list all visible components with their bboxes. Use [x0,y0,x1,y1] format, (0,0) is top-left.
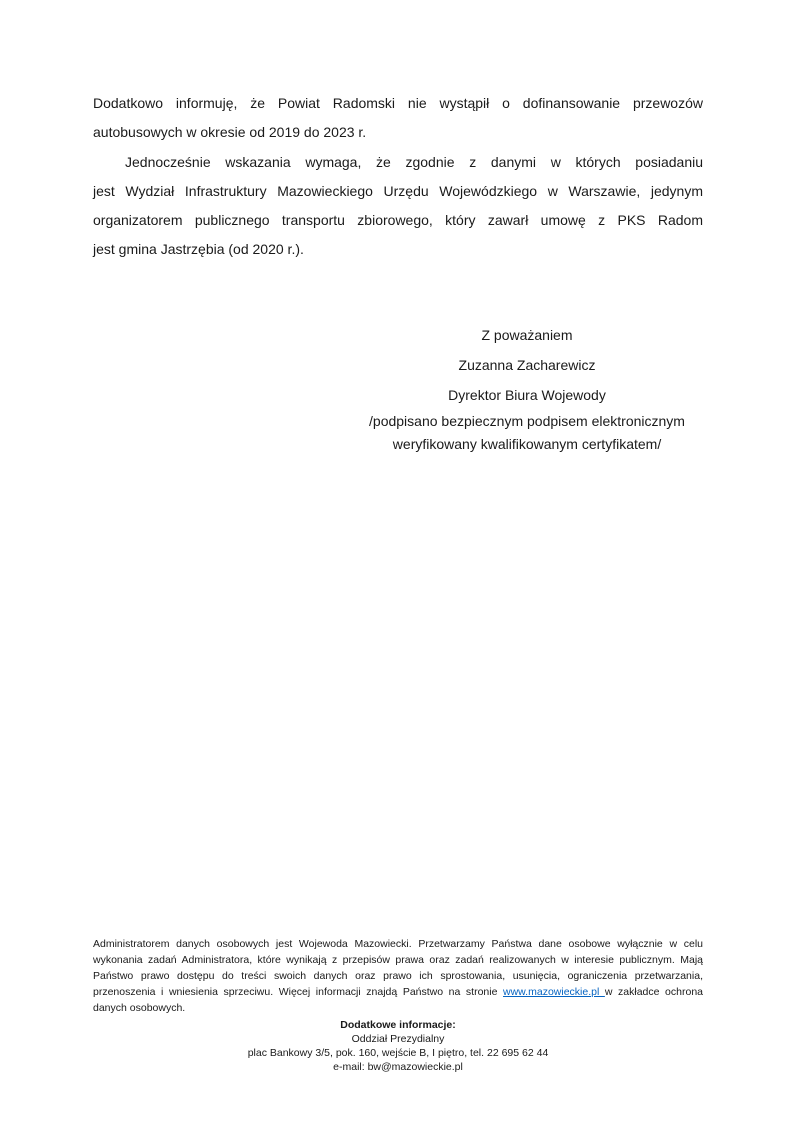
contact-address: plac Bankowy 3/5, pok. 160, wejście B, I piętro, tel. 22 695 62 44 [247,1047,549,1059]
contact-info-block [93,1018,703,1074]
contact-info-heading: Dodatkowe informacje: [340,1019,456,1031]
body-line: Jednocześnie wskazania wymaga, że zgodnie z danymi w których posiadaniu [125,153,703,170]
body-paragraph-1 [93,89,703,148]
body-line: jest Wydział Infrastruktury Mazowieckiego Urzędu Wojewódzkiego w Warszawie, jedynym [93,182,703,199]
signer-title: Dyrektor Biura Wojewody [448,387,606,403]
mazowieckie-link[interactable]: www.mazowieckie.pl [503,986,605,998]
letter-body [93,89,703,265]
disclaimer-line [93,984,703,1000]
contact-email: e-mail: bw@mazowieckie.pl [333,1061,463,1073]
electronic-signature-note-line-2: weryfikowany kwalifikowanym certyfikatem/ [392,436,662,452]
disclaimer-line: danych osobowych. [93,1002,186,1014]
disclaimer-text-before-link: przenoszenia i wniesienia sprzeciwu. Więcej informacji znajdą Państwo na stronie [93,986,504,998]
disclaimer-line: wykonania zadań Administratora, które wynikają z przepisów prawa oraz zadań realizowanych w interesie publicznym. Mają [93,954,703,966]
disclaimer-line: Administratorem danych osobowych jest Wojewoda Mazowiecki. Przetwarzamy Państwa dane osobowe wyłącznie w celu [93,938,703,950]
signature-block [347,320,707,456]
body-line: autobusowych w okresie od 2019 do 2023 r. [93,124,367,141]
body-line: jest gmina Jastrzębia (od 2020 r.). [93,241,304,258]
privacy-disclaimer [93,936,703,1016]
body-line: Dodatkowo informuję, że Powiat Radomski nie wystąpił o dofinansowanie przewozów [93,95,703,111]
disclaimer-line: Państwo prawo dostępu do treści swoich danych oraz prawo ich sprostowania, usunięcia, ograniczenia przetwarzania, [93,970,703,982]
signer-name: Zuzanna Zacharewicz [458,357,596,373]
disclaimer-text-after-link: w zakładce ochrona [604,986,703,998]
body-paragraph-2 [93,148,703,265]
contact-department: Oddział Prezydialny [351,1033,445,1045]
body-line: organizatorem publicznego transportu zbiorowego, który zawarł umowę z PKS Radom [93,212,703,229]
closing-phrase: Z poważaniem [481,327,573,343]
electronic-signature-note-line-1: /podpisano bezpiecznym podpisem elektronicznym [369,413,685,429]
